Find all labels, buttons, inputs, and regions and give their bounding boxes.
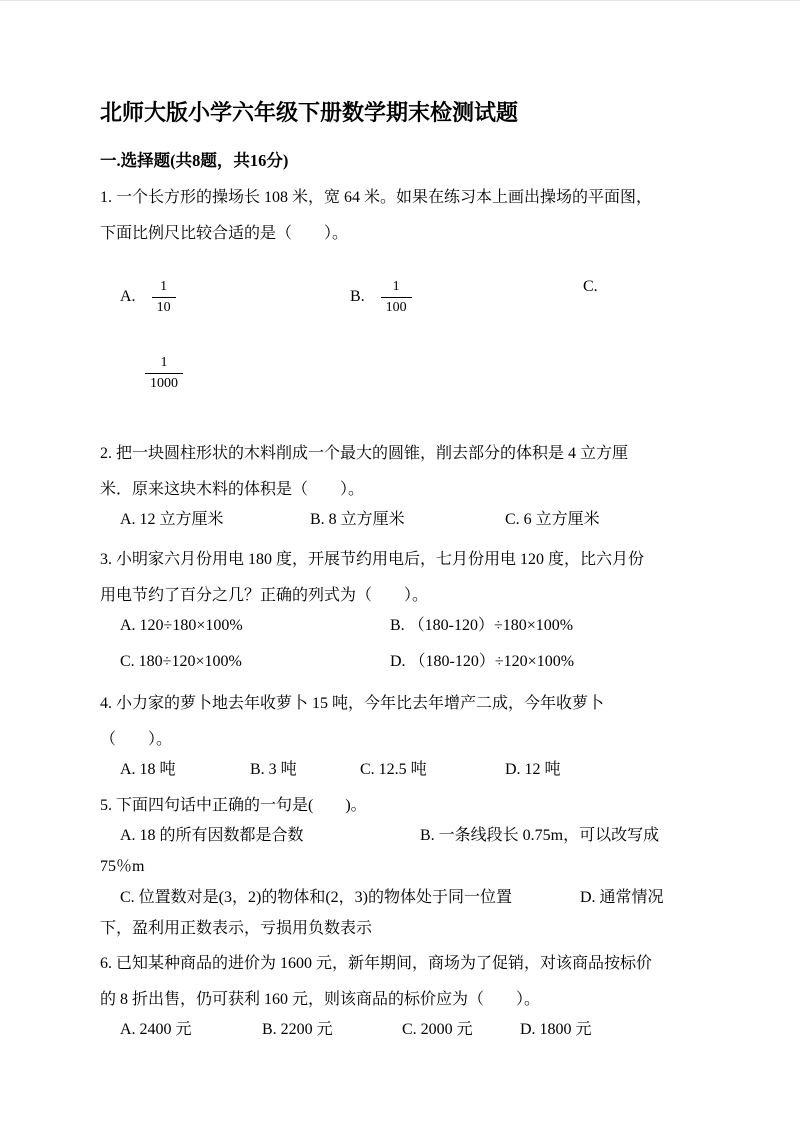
fraction-denominator: 10 xyxy=(156,299,171,315)
question-2-option-b: B. 8 立方厘米 xyxy=(310,511,405,528)
option-a-label: A. xyxy=(120,288,136,305)
question-1-option-a xyxy=(120,278,176,316)
question-3-options-row-1 xyxy=(100,608,700,644)
question-6-option-a: A. 2400 元 xyxy=(120,1021,192,1038)
fraction-numerator: 1 xyxy=(152,278,176,298)
question-5 xyxy=(100,788,700,942)
question-2-option-a: A. 12 立方厘米 xyxy=(120,511,224,528)
question-3-line-2: 用电节约了百分之几？正确的列式为（ ）。 xyxy=(100,587,429,604)
question-6-line-1: 6. 已知某种商品的进价为 1600 元，新年期间，商场为了促销，对该商品按标价 xyxy=(100,955,653,972)
question-2-option-c: C. 6 立方厘米 xyxy=(505,511,600,528)
question-2-options-row xyxy=(100,502,700,538)
exam-paper-page xyxy=(0,1,800,1048)
question-4-options-row xyxy=(100,752,700,788)
fraction-1-over-10 xyxy=(152,278,176,316)
fraction-denominator: 1000 xyxy=(150,375,178,391)
fraction-1-over-100 xyxy=(381,278,412,316)
question-3-options-row-2 xyxy=(100,644,700,680)
question-1-option-b xyxy=(350,278,412,316)
question-6-line-2: 的 8 折出售，仍可获利 160 元，则该商品的标价应为（ ）。 xyxy=(100,991,541,1008)
page-title: 北师大版小学六年级下册数学期末检测试题 xyxy=(100,100,519,125)
question-3-option-b: B. （180-120）÷180×100% xyxy=(390,617,574,634)
question-5-option-a: A. 18 的所有因数都是合数 xyxy=(120,827,304,844)
question-2 xyxy=(100,436,700,538)
question-2-line-1: 2. 把一块圆柱形状的木料削成一个最大的圆锥，削去部分的体积是 4 立方厘 xyxy=(100,445,629,462)
question-4-option-b: B. 3 吨 xyxy=(250,761,297,778)
question-1-options-row-2 xyxy=(100,354,700,406)
question-3-option-c: C. 180÷120×100% xyxy=(120,653,242,670)
question-4-option-c: C. 12.5 吨 xyxy=(360,761,427,778)
question-4-option-a: A. 18 吨 xyxy=(120,761,176,778)
question-1-options-row-1 xyxy=(100,278,700,330)
fraction-numerator: 1 xyxy=(381,278,412,298)
question-4-line-2: （ ）。 xyxy=(100,731,173,748)
question-1-line-2: 下面比例尺比较合适的是（ ）。 xyxy=(100,225,349,242)
fraction-denominator: 100 xyxy=(385,299,407,315)
question-2-line-2: 米．原来这块木料的体积是（ ）。 xyxy=(100,481,365,498)
question-3 xyxy=(100,542,700,680)
option-c-label: C. xyxy=(583,278,598,295)
option-b-label: B. xyxy=(350,288,365,305)
question-3-line-1: 3. 小明家六月份用电 180 度，开展节约用电后，七月份用电 120 度，比六月份 xyxy=(100,551,645,568)
question-5-option-b: B. 一条线段长 0.75m，可以改写成 xyxy=(420,827,660,844)
question-1-option-c-fraction xyxy=(145,354,183,392)
question-1-option-c xyxy=(583,278,598,296)
question-5-line-1: 5. 下面四句话中正确的一句是( )。 xyxy=(100,797,367,814)
fraction-1-over-1000 xyxy=(145,354,183,392)
question-5-option-c: C. 位置数对是(3，2)的物体和(2，3)的物体处于同一位置 xyxy=(120,889,512,906)
question-5-option-b-continued: 75％m xyxy=(100,858,145,875)
question-6-option-c: C. 2000 元 xyxy=(402,1021,473,1038)
question-4 xyxy=(100,686,700,788)
question-5-options-row-1 xyxy=(100,818,700,854)
question-6-option-d: D. 1800 元 xyxy=(520,1021,592,1038)
section-header: 一.选择题(共8题，共16分) xyxy=(100,151,289,170)
question-1-line-1: 1. 一个长方形的操场长 108 米，宽 64 米。如果在练习本上画出操场的平面图， xyxy=(100,189,653,206)
question-3-option-d: D. （180-120）÷120×100% xyxy=(390,653,575,670)
question-5-options-row-2 xyxy=(100,880,700,916)
question-6-option-b: B. 2200 元 xyxy=(262,1021,333,1038)
fraction-numerator: 1 xyxy=(145,354,183,374)
question-5-option-d: D. 通常情况 xyxy=(580,889,664,906)
question-3-option-a: A. 120÷180×100% xyxy=(120,617,243,634)
question-1 xyxy=(100,180,700,406)
question-4-option-d: D. 12 吨 xyxy=(505,761,561,778)
question-4-line-1: 4. 小力家的萝卜地去年收萝卜 15 吨，今年比去年增产二成，今年收萝卜 xyxy=(100,695,605,712)
question-6-options-row xyxy=(100,1012,700,1048)
question-5-option-d-continued: 下，盈利用正数表示，亏损用负数表示 xyxy=(100,920,373,937)
question-6 xyxy=(100,946,700,1048)
